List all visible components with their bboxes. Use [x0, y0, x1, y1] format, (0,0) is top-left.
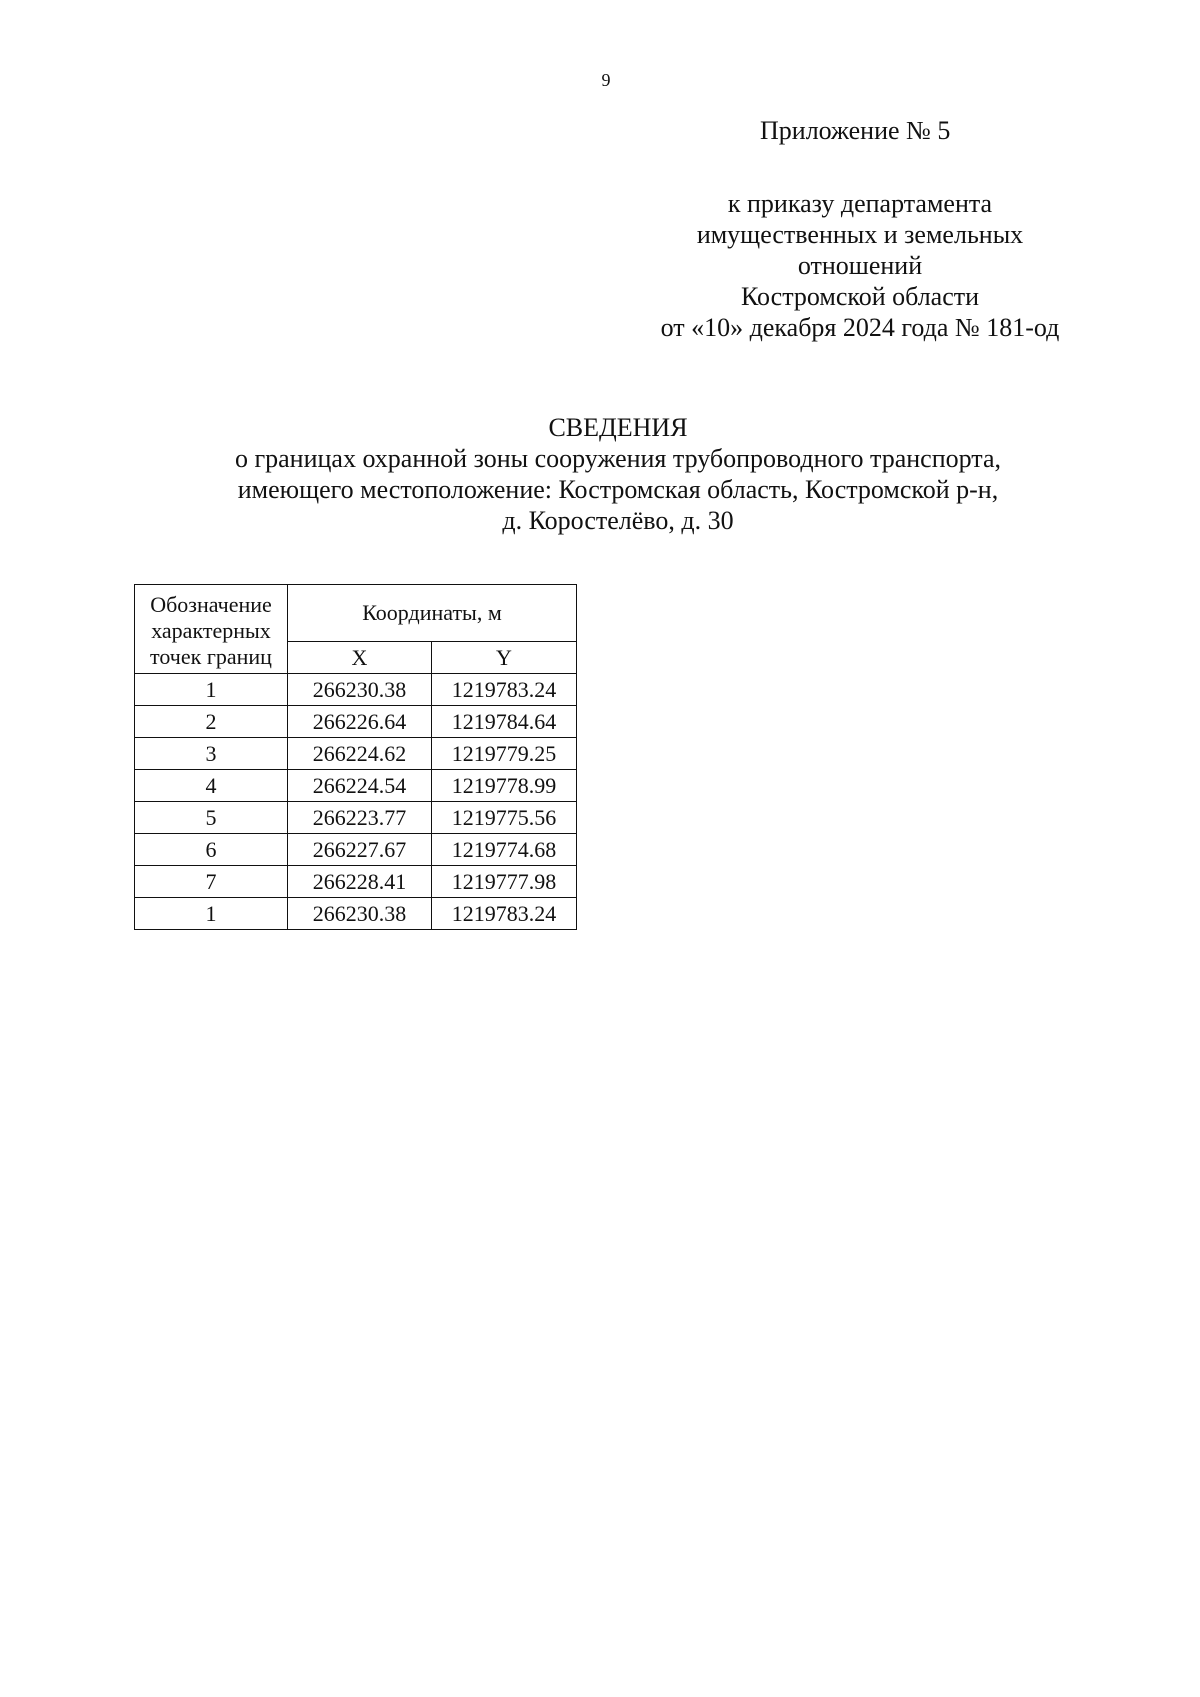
y-cell: 1219779.25 [432, 738, 577, 770]
point-header-line: точек границ [150, 643, 272, 669]
x-column-header: X [288, 642, 432, 674]
document-title: СВЕДЕНИЯ [548, 413, 688, 442]
appendix-reference-line: Костромской области [740, 282, 980, 311]
table-row [135, 738, 577, 770]
x-cell: 266228.41 [288, 866, 432, 898]
point-cell: 2 [135, 706, 288, 738]
appendix-reference-date-line: от «10» декабря 2024 года № 181-од [660, 313, 1060, 342]
x-cell: 266224.62 [288, 738, 432, 770]
point-cell: 3 [135, 738, 288, 770]
table-row [135, 770, 577, 802]
x-cell: 266226.64 [288, 706, 432, 738]
table-row [135, 834, 577, 866]
appendix-reference-line: отношений [797, 251, 923, 280]
coordinates-table [134, 584, 577, 930]
point-cell: 1 [135, 898, 288, 930]
y-cell: 1219783.24 [432, 674, 577, 706]
point-cell: 7 [135, 866, 288, 898]
y-cell: 1219775.56 [432, 802, 577, 834]
document-subtitle-line: д. Коростелёво, д. 30 [502, 506, 734, 535]
y-cell: 1219783.24 [432, 898, 577, 930]
x-cell: 266224.54 [288, 770, 432, 802]
document-heading [0, 412, 1200, 536]
y-cell: 1219774.68 [432, 834, 577, 866]
table-row [135, 706, 577, 738]
point-header-line: Обозначение [150, 591, 272, 617]
appendix-reference [600, 188, 1120, 343]
x-cell: 266223.77 [288, 802, 432, 834]
table-row [135, 866, 577, 898]
document-subtitle-line: о границах охранной зоны сооружения трубопроводного транспорта, [234, 444, 1002, 473]
table-row [135, 898, 577, 930]
appendix-title: Приложение № 5 [760, 116, 951, 145]
point-header-line: характерных [151, 617, 271, 643]
point-cell: 1 [135, 674, 288, 706]
y-cell: 1219784.64 [432, 706, 577, 738]
appendix-reference-line: имущественных и земельных [696, 220, 1024, 249]
table-row [135, 802, 577, 834]
appendix-reference-line: к приказу департамента [727, 189, 993, 218]
point-cell: 6 [135, 834, 288, 866]
page-number: 9 [601, 70, 611, 90]
x-cell: 266230.38 [288, 674, 432, 706]
y-cell: 1219778.99 [432, 770, 577, 802]
x-cell: 266227.67 [288, 834, 432, 866]
y-column-header: Y [432, 642, 577, 674]
point-cell: 4 [135, 770, 288, 802]
table-row [135, 674, 577, 706]
y-cell: 1219777.98 [432, 866, 577, 898]
point-designation-header [135, 585, 288, 674]
document-subtitle-line: имеющего местоположение: Костромская область, Костромской р-н, [237, 475, 999, 504]
x-cell: 266230.38 [288, 898, 432, 930]
coordinates-header: Координаты, м [288, 585, 577, 642]
point-cell: 5 [135, 802, 288, 834]
